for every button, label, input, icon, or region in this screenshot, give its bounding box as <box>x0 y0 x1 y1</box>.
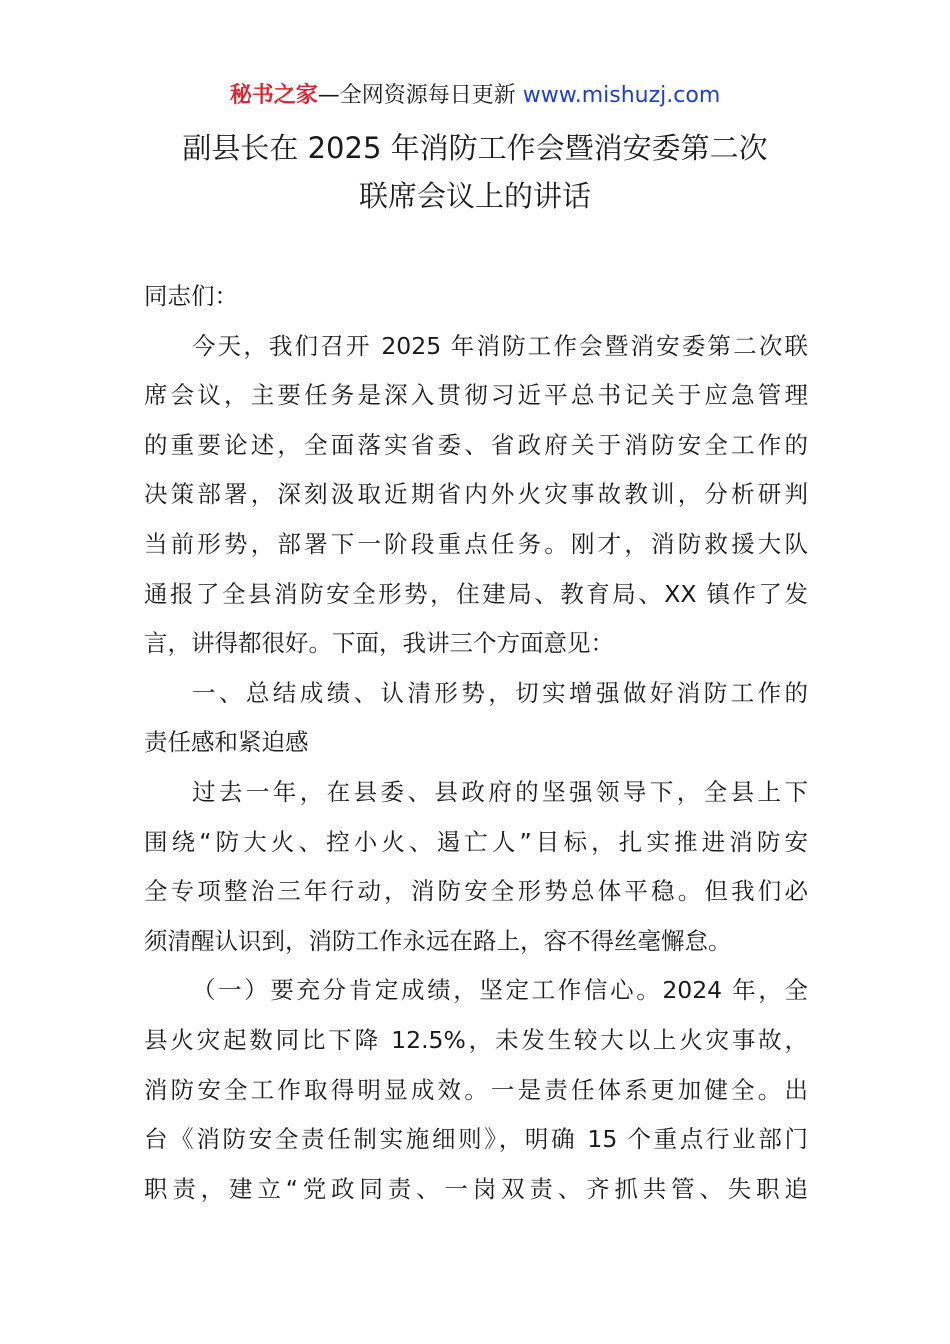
paragraph-intro <box>144 322 808 669</box>
paragraph-line: 席会议，主要任务是深入贯彻习近平总书记关于应急管理 <box>144 381 808 410</box>
site-header <box>0 80 950 112</box>
paragraph-line: 言，讲得都很好。下面，我讲三个方面意见： <box>144 629 614 658</box>
paragraph-line: 的重要论述，全面落实省委、省政府关于消防安全工作的 <box>144 430 808 459</box>
paragraph-line: 职责，建立“党政同责、一岗双责、齐抓共管、失职追 <box>144 1174 808 1203</box>
paragraph-line: 县火灾起数同比下降 12.5%，未发生较大以上火灾事故， <box>144 1025 808 1054</box>
paragraph-line: 消防安全工作取得明显成效。一是责任体系更加健全。出 <box>144 1075 808 1104</box>
document-title <box>0 124 950 220</box>
paragraph-line: 须清醒认识到，消防工作永远在路上，容不得丝毫懈怠。 <box>144 926 732 955</box>
paragraph-line: 通报了全县消防安全形势，住建局、教育局、XX 镇作了发 <box>144 579 808 608</box>
paragraph-line: 决策部署，深刻汲取近期省内外火灾事故教训，分析研判 <box>144 480 808 509</box>
paragraph-achievements <box>144 966 808 1214</box>
document-body <box>144 272 808 1214</box>
site-tagline: —全网资源每日更新 <box>317 83 523 108</box>
paragraph-line: 全专项整治三年行动，消防安全形势总体平稳。但我们必 <box>144 877 808 906</box>
section-heading-1 <box>144 669 808 768</box>
site-url-link[interactable]: www.mishuzj.com <box>522 83 721 108</box>
paragraph-line: 过去一年，在县委、县政府的坚强领导下，全县上下 <box>192 777 808 806</box>
heading-line: 一、总结成绩、认清形势，切实增强做好消防工作的 <box>192 678 808 707</box>
salutation: 同志们： <box>144 282 238 310</box>
paragraph-line: 今天，我们召开 2025 年消防工作会暨消安委第二次联 <box>192 331 808 360</box>
paragraph-review <box>144 768 808 966</box>
paragraph-line: 围绕“防大火、控小火、遏亡人”目标，扎实推进消防安 <box>144 827 808 856</box>
paragraph-line: 台《消防安全责任制实施细则》，明确 15 个重点行业部门 <box>144 1125 808 1154</box>
title-line-2: 联席会议上的讲话 <box>358 179 591 213</box>
heading-line: 责任感和紧迫感 <box>144 728 309 757</box>
title-line-1: 副县长在 2025 年消防工作会暨消安委第二次 <box>182 131 768 165</box>
paragraph-line: 当前形势，部署下一阶段重点任务。刚才，消防救援大队 <box>144 529 808 558</box>
paragraph-line: （一）要充分肯定成绩，坚定工作信心。2024 年，全 <box>192 976 808 1005</box>
site-brand: 秘书之家 <box>229 83 318 108</box>
